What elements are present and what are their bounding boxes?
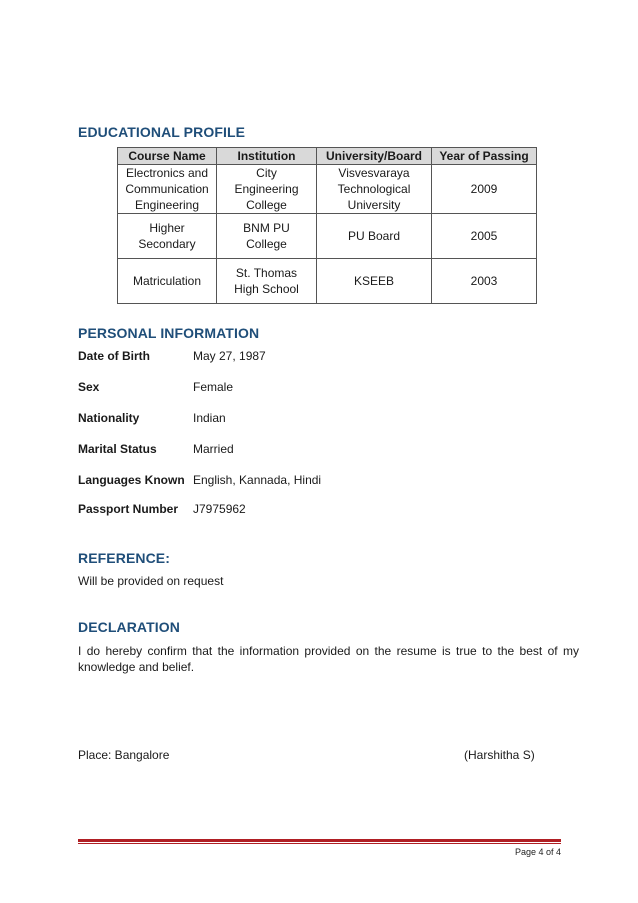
board-cell xyxy=(317,214,432,259)
institution-cell xyxy=(217,259,317,304)
reference-text: Will be provided on request xyxy=(78,574,224,588)
cell-line: Electronics and xyxy=(125,166,209,180)
info-value: Indian xyxy=(193,411,226,425)
cell-line: PU Board xyxy=(347,229,401,243)
info-label: Passport Number xyxy=(78,502,179,516)
reference-heading-colon: : xyxy=(165,550,171,566)
education-table xyxy=(117,147,537,304)
page-number: Page 4 of 4 xyxy=(514,847,561,857)
institution-cell xyxy=(217,165,317,214)
signature-name: (Harshitha S) xyxy=(464,748,535,762)
cell-line: Visvesvaraya xyxy=(338,166,410,180)
cell-line: College xyxy=(246,198,287,212)
info-value: English, Kannada, Hindi xyxy=(193,473,322,487)
course-cell xyxy=(118,165,217,214)
cell-line: Engineering xyxy=(234,182,299,196)
cell-line: High School xyxy=(234,282,299,296)
course-cell xyxy=(118,214,217,259)
year-cell: 2003 xyxy=(432,259,537,304)
info-label: Languages Known xyxy=(78,473,185,487)
info-value: May 27, 1987 xyxy=(193,349,266,363)
cell-line: Communication xyxy=(125,182,209,196)
cell-line: University xyxy=(347,198,401,212)
board-cell xyxy=(317,165,432,214)
reference-heading xyxy=(78,550,170,566)
board-cell xyxy=(317,259,432,304)
declaration-text: I do hereby confirm that the information provided on the resume is true to the best of my knowledge and belief. xyxy=(78,644,579,674)
info-value: J7975962 xyxy=(193,502,246,516)
educational-profile-heading: EDUCATIONAL PROFILE xyxy=(78,124,246,140)
table-row xyxy=(118,165,537,214)
cell-line: Technological xyxy=(337,182,411,196)
cell-line: BNM PU xyxy=(243,221,290,235)
cell-line: Matriculation xyxy=(132,274,202,288)
cell-line: KSEEB xyxy=(353,274,395,288)
course-cell xyxy=(118,259,217,304)
info-value: Female xyxy=(193,380,234,394)
cell-line: City xyxy=(256,166,277,180)
year-cell: 2009 xyxy=(432,165,537,214)
info-label: Marital Status xyxy=(78,442,157,456)
cell-line: College xyxy=(246,237,287,251)
table-row xyxy=(118,214,537,259)
personal-information-heading: PERSONAL INFORMATION xyxy=(78,325,260,341)
reference-heading-text: REFERENCE xyxy=(78,550,166,566)
info-label: Date of Birth xyxy=(78,349,150,363)
signature-place: Place: Bangalore xyxy=(78,748,170,762)
header-course-name: Course Name xyxy=(118,148,217,165)
header-university-board: University/Board xyxy=(317,148,432,165)
cell-line: Higher xyxy=(149,221,185,235)
education-table-header xyxy=(118,148,537,165)
cell-line: St. Thomas xyxy=(235,266,298,280)
declaration-heading: DECLARATION xyxy=(78,619,180,635)
cell-line: Secondary xyxy=(138,237,196,251)
info-value: Married xyxy=(193,442,234,456)
info-label: Sex xyxy=(78,380,100,394)
info-label: Nationality xyxy=(78,411,140,425)
header-institution: Institution xyxy=(217,148,317,165)
year-cell: 2005 xyxy=(432,214,537,259)
footer-rule xyxy=(78,839,561,842)
table-row xyxy=(118,259,537,304)
footer-rule-thin xyxy=(78,843,561,844)
institution-cell xyxy=(217,214,317,259)
header-year-of-passing: Year of Passing xyxy=(432,148,537,165)
cell-line: Engineering xyxy=(134,198,200,212)
